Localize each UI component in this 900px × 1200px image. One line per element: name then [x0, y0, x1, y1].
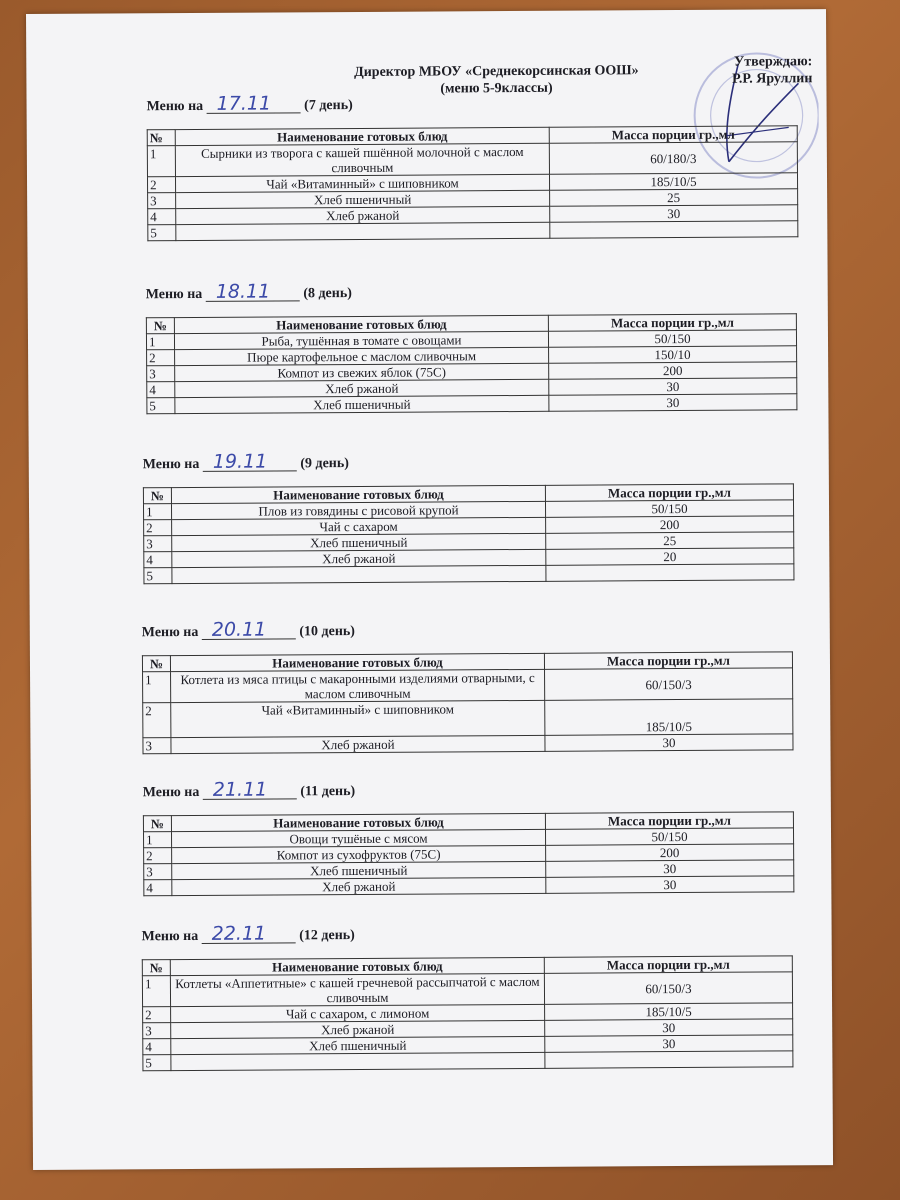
row-number: 1 [143, 832, 171, 848]
menu-label-text: Меню на [141, 928, 199, 945]
portion-mass: 200 [549, 362, 797, 380]
portion-mass: 200 [546, 516, 794, 534]
portion-mass: 30 [546, 860, 794, 878]
dish-name: Пюре картофельное с маслом сливочным [175, 347, 549, 365]
row-number: 4 [144, 552, 172, 568]
header-portion-mass: Масса порции гр.,мл [545, 484, 793, 502]
row-number: 3 [147, 366, 175, 382]
row-number: 2 [143, 1007, 171, 1023]
portion-mass [546, 564, 794, 582]
portion-mass: 200 [546, 844, 794, 862]
row-number: 4 [147, 382, 175, 398]
row-number: 4 [144, 880, 172, 896]
dish-name [172, 565, 546, 583]
portion-mass: 50/150 [545, 500, 793, 518]
table-row [143, 699, 793, 738]
header-number: № [146, 318, 174, 334]
portion-mass [550, 221, 798, 239]
menu-table [142, 955, 794, 1071]
header-dish-name: Наименование готовых блюд [171, 485, 545, 503]
dish-name: Хлеб пшеничный [172, 861, 546, 879]
portion-mass: 50/150 [545, 828, 793, 846]
menu-day: (12 день) [299, 928, 355, 944]
table-row [147, 394, 797, 414]
row-number: 1 [146, 334, 174, 350]
dish-name: Хлеб ржаной [172, 877, 546, 895]
dish-name [171, 1052, 545, 1070]
portion-mass: 30 [545, 1035, 793, 1053]
dish-name: Плов из говядины с рисовой крупой [171, 501, 545, 519]
menu-label-text: Меню на [146, 98, 204, 115]
menu-heading [143, 780, 356, 802]
header-portion-mass: Масса порции гр.,мл [544, 956, 792, 974]
header-dish-name: Наименование готовых блюд [174, 315, 548, 333]
menu-section-day-9 [142, 448, 900, 584]
portion-mass: 60/150/3 [545, 668, 793, 701]
menu-table [143, 483, 795, 584]
portion-mass: 150/10 [549, 346, 797, 364]
portion-mass: 30 [545, 1019, 793, 1037]
title-line-1: Директор МБОУ «Среднекорсинская ООШ» [354, 63, 639, 80]
portion-mass: 30 [549, 378, 797, 396]
menu-section-day-8 [145, 278, 900, 414]
row-number: 4 [143, 1039, 171, 1055]
approval-block [732, 53, 813, 87]
dish-name: Чай «Витаминный» с шиповником [171, 700, 545, 737]
row-number: 1 [143, 504, 171, 520]
row-number: 3 [144, 536, 172, 552]
dish-name: Компот из свежих яблок (75С) [175, 363, 549, 381]
portion-mass: 185/10/5 [545, 699, 793, 736]
dish-name: Хлеб пшеничный [171, 1036, 545, 1054]
menu-heading [143, 452, 349, 474]
portion-mass: 25 [550, 189, 798, 207]
table-row [143, 734, 793, 754]
menu-table [147, 125, 799, 241]
row-number: 2 [144, 520, 172, 536]
header-portion-mass: Масса порции гр.,мл [549, 126, 797, 144]
header-number: № [142, 656, 170, 672]
menu-day: (7 день) [304, 98, 353, 114]
portion-mass: 60/150/3 [544, 972, 792, 1005]
dish-name: Хлеб ржаной [172, 549, 546, 567]
menu-day: (11 день) [300, 784, 356, 800]
portion-mass: 30 [549, 394, 797, 412]
menu-label-text: Меню на [142, 784, 200, 801]
table-row [148, 221, 798, 241]
portion-mass: 185/10/5 [549, 173, 797, 191]
menu-day: (10 день) [299, 624, 355, 640]
menu-section-day-12 [141, 920, 900, 1071]
portion-mass: 50/150 [548, 330, 796, 348]
menu-table [143, 811, 794, 896]
table-row [142, 972, 792, 1007]
approver-name: Р.Р. Яруллин [732, 71, 813, 87]
document-title [326, 62, 666, 98]
header-portion-mass: Масса порции гр.,мл [544, 652, 792, 670]
title-line-2: (меню 5-9классы) [440, 80, 553, 97]
dish-name: Овощи тушёные с мясом [171, 829, 545, 847]
row-number: 3 [143, 738, 171, 754]
menu-date: 18.11 [206, 282, 300, 302]
menu-section-day-11 [142, 776, 900, 896]
dish-name: Компот из сухофруктов (75С) [172, 845, 546, 863]
dish-name: Рыба, тушённая в томате с овощами [174, 331, 548, 349]
menu-document [26, 9, 833, 1170]
portion-mass: 30 [545, 734, 793, 752]
row-number: 5 [144, 568, 172, 584]
header-number: № [143, 488, 171, 504]
menu-date: 22.11 [202, 924, 296, 944]
table-row [147, 142, 797, 177]
menu-date: 19.11 [203, 452, 297, 472]
header-portion-mass: Масса порции гр.,мл [548, 314, 796, 332]
row-number: 1 [143, 672, 171, 703]
portion-mass: 25 [546, 532, 794, 550]
dish-name: Хлеб пшеничный [175, 395, 549, 413]
menu-date: 17.11 [207, 94, 301, 114]
menu-heading [142, 924, 355, 946]
portion-mass: 60/180/3 [549, 142, 797, 175]
row-number: 3 [144, 864, 172, 880]
header-portion-mass: Масса порции гр.,мл [545, 812, 793, 830]
row-number: 5 [148, 225, 176, 241]
row-number: 1 [147, 146, 175, 177]
portion-mass: 185/10/5 [545, 1003, 793, 1021]
portion-mass: 30 [550, 205, 798, 223]
row-number: 2 [147, 350, 175, 366]
dish-name: Хлеб пшеничный [176, 190, 550, 208]
menu-table [142, 651, 794, 754]
row-number: 2 [147, 177, 175, 193]
dish-name: Хлеб пшеничный [172, 533, 546, 551]
table-row [144, 564, 794, 584]
header-dish-name: Наименование готовых блюд [170, 653, 544, 671]
row-number: 3 [143, 1023, 171, 1039]
header-dish-name: Наименование готовых блюд [170, 957, 544, 975]
dish-name: Котлета из мяса птицы с макаронными изделиями отварными, с маслом сливочным [171, 669, 545, 702]
menu-date: 20.11 [202, 620, 296, 640]
dish-name: Хлеб ржаной [171, 1020, 545, 1038]
dish-name: Чай с сахаром, с лимоном [171, 1004, 545, 1022]
menu-date: 21.11 [203, 780, 297, 800]
dish-name: Сырники из творога с кашей пшённой молочной с маслом сливочным [175, 143, 549, 176]
approve-label: Утверждаю: [733, 54, 813, 70]
table-row [143, 668, 793, 703]
table-row [144, 876, 794, 896]
dish-name: Чай «Витаминный» с шиповником [175, 174, 549, 192]
portion-mass: 20 [546, 548, 794, 566]
menu-label-text: Меню на [145, 286, 203, 303]
dish-name [176, 222, 550, 240]
row-number: 5 [143, 1055, 171, 1071]
header-dish-name: Наименование готовых блюд [175, 127, 549, 145]
dish-name: Хлеб ржаной [175, 379, 549, 397]
dish-name: Котлеты «Аппетитные» с кашей гречневой рассыпчатой с маслом сливочным [170, 973, 544, 1006]
menu-label-text: Меню на [141, 624, 199, 641]
menu-heading [146, 94, 352, 116]
row-number: 3 [148, 193, 176, 209]
portion-mass [545, 1051, 793, 1069]
row-number: 2 [143, 703, 171, 738]
dish-name: Чай с сахаром [172, 517, 546, 535]
header-number: № [143, 816, 171, 832]
header-number: № [147, 130, 175, 146]
menu-day: (8 день) [303, 286, 352, 302]
menu-section-day-10 [141, 616, 900, 754]
row-number: 2 [144, 848, 172, 864]
row-number: 5 [147, 398, 175, 414]
row-number: 1 [142, 976, 170, 1007]
header-number: № [142, 960, 170, 976]
table-row [143, 1051, 793, 1071]
dish-name: Хлеб ржаной [171, 735, 545, 753]
portion-mass: 30 [546, 876, 794, 894]
menu-day: (9 день) [300, 456, 349, 472]
menu-heading [146, 282, 352, 304]
menu-table [146, 313, 798, 414]
dish-name: Хлеб ржаной [176, 206, 550, 224]
row-number: 4 [148, 209, 176, 225]
menu-heading [142, 620, 355, 642]
menu-label-text: Меню на [142, 456, 200, 473]
header-dish-name: Наименование готовых блюд [171, 813, 545, 831]
